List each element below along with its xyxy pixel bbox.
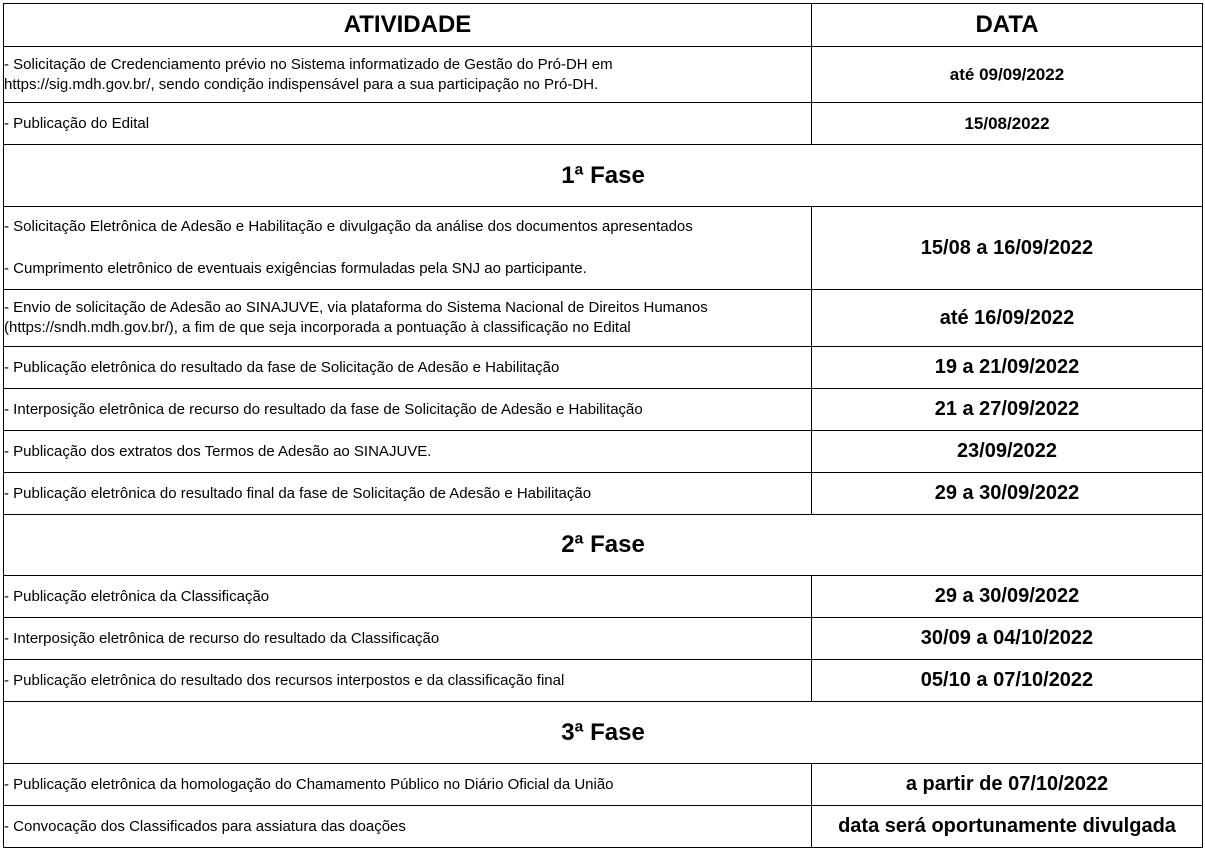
activity-header: ATIVIDADE <box>4 4 812 47</box>
date-header: DATA <box>812 4 1203 47</box>
activity-cell: - Publicação do Edital <box>4 103 812 145</box>
activity-cell: - Envio de solicitação de Adesão ao SINAJUVE, via plataforma do Sistema Nacional de Direitos Humanos (https://sndh.mdh.gov.br/), a fim de que seja incorporada a pontuação à classificação no Edital <box>4 290 812 347</box>
table-row <box>4 660 1203 702</box>
phase-title: 2ª Fase <box>4 515 1203 576</box>
date-cell: a partir de 07/10/2022 <box>812 764 1203 806</box>
phase-row <box>4 702 1203 764</box>
activity-cell: - Solicitação de Credenciamento prévio no Sistema informatizado de Gestão do Pró-DH em https://sig.mdh.gov.br/, sendo condição indispensável para a sua participação no Pró-DH. <box>4 47 812 103</box>
date-cell: até 16/09/2022 <box>812 290 1203 347</box>
activity-cell: - Publicação eletrônica da homologação do Chamamento Público no Diário Oficial da União <box>4 764 812 806</box>
table-row <box>4 103 1203 145</box>
activity-cell: - Publicação dos extratos dos Termos de Adesão ao SINAJUVE. <box>4 431 812 473</box>
date-cell: 21 a 27/09/2022 <box>812 389 1203 431</box>
header-row <box>4 4 1203 47</box>
table-row <box>4 47 1203 103</box>
activity-cell: - Publicação eletrônica do resultado dos recursos interpostos e da classificação final <box>4 660 812 702</box>
date-cell: 15/08 a 16/09/2022 <box>812 207 1203 290</box>
table-row <box>4 576 1203 618</box>
phase-title: 1ª Fase <box>4 145 1203 207</box>
table-row <box>4 764 1203 806</box>
table-row <box>4 618 1203 660</box>
date-cell: 15/08/2022 <box>812 103 1203 145</box>
schedule-table <box>3 3 1203 848</box>
activity-cell: - Publicação eletrônica do resultado final da fase de Solicitação de Adesão e Habilitação <box>4 473 812 515</box>
activity-cell: - Publicação eletrônica do resultado da fase de Solicitação de Adesão e Habilitação <box>4 347 812 389</box>
table-row <box>4 290 1203 347</box>
date-cell: 05/10 a 07/10/2022 <box>812 660 1203 702</box>
phase-row <box>4 145 1203 207</box>
table-row <box>4 431 1203 473</box>
date-cell: 30/09 a 04/10/2022 <box>812 618 1203 660</box>
activity-cell: - Interposição eletrônica de recurso do resultado da Classificação <box>4 618 812 660</box>
activity-cell: - Solicitação Eletrônica de Adesão e Habilitação e divulgação da análise dos documentos apresentados - Cumprimento eletrônico de eventuais exigências formuladas pela SNJ ao participante. <box>4 207 812 290</box>
phase-title: 3ª Fase <box>4 702 1203 764</box>
activity-cell: - Interposição eletrônica de recurso do resultado da fase de Solicitação de Adesão e Habilitação <box>4 389 812 431</box>
date-cell: até 09/09/2022 <box>812 47 1203 103</box>
date-cell: data será oportunamente divulgada <box>812 806 1203 848</box>
date-cell: 29 a 30/09/2022 <box>812 576 1203 618</box>
table-row <box>4 389 1203 431</box>
table-row <box>4 347 1203 389</box>
table-row <box>4 473 1203 515</box>
phase-row <box>4 515 1203 576</box>
table-row <box>4 207 1203 290</box>
date-cell: 29 a 30/09/2022 <box>812 473 1203 515</box>
activity-cell: - Publicação eletrônica da Classificação <box>4 576 812 618</box>
date-cell: 23/09/2022 <box>812 431 1203 473</box>
activity-cell: - Convocação dos Classificados para assiatura das doações <box>4 806 812 848</box>
table-row <box>4 806 1203 848</box>
date-cell: 19 a 21/09/2022 <box>812 347 1203 389</box>
